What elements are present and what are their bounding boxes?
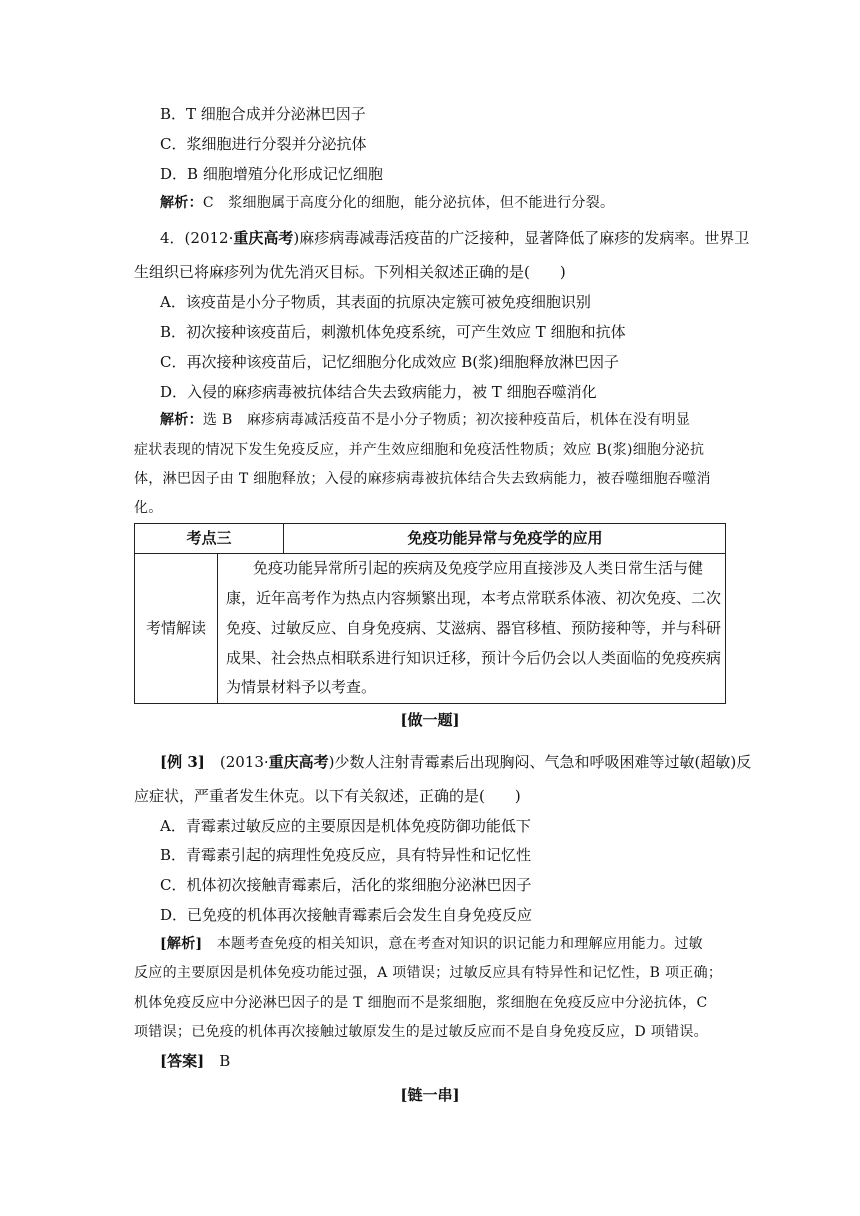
table-body-divider: [217, 553, 218, 704]
exam-point-table: [134, 523, 726, 704]
q4-analysis-line2: 症状表现的情况下发生免疫反应，并产生效应细胞和免疫活性物质；效应 B(浆)细胞分泌抗: [134, 442, 705, 458]
example3-analysis-label: [解析]: [160, 936, 203, 952]
example3-analysis-line2: 反应的主要原因是机体免疫功能过强，A 项错误；过敏反应具有特异性和记忆性，B 项正确；: [134, 965, 723, 981]
q4-analysis-text1: 选 B 麻疹病毒减活疫苗不是小分子物质；初次接种疫苗后，机体在没有明显: [202, 412, 691, 428]
section-heading-chain: [链一串]: [400, 1086, 460, 1104]
example3-answer-value: B: [204, 1052, 231, 1070]
example3-analysis-text1: 本题考查免疫的相关知识，意在考查对知识的识记能力和理解应用能力。过敏: [202, 936, 703, 952]
q4-option-a: A．该疫苗是小分子物质，其表面的抗原决定簇可被免疫细胞识别: [160, 293, 591, 311]
table-row-line3: 免疫、过敏反应、自身免疫病、艾滋病、器官移植、预防接种等，并与科研: [226, 619, 722, 637]
q4-stem-line1: [160, 228, 749, 248]
example3-analysis-line1: [160, 934, 703, 954]
example3-analysis-line3: 机体免疫反应中分泌淋巴因子的是 T 细胞而不是浆细胞，浆细胞在免疫反应中分泌抗体，C: [134, 995, 708, 1011]
table-row-line1: 免疫功能异常所引起的疾病及免疫学应用直接涉及人类日常生活与健: [253, 559, 704, 577]
table-header-left: 考点三: [186, 529, 232, 547]
example3-source: 重庆高考: [268, 753, 329, 771]
q4-option-b: B．初次接种该疫苗后，刺激机体免疫系统，可产生效应 T 细胞和抗体: [160, 323, 626, 341]
q4-analysis-label: 解析：: [160, 412, 203, 428]
q4-number: 4．(2012·: [160, 229, 234, 247]
example3-stem-line2: 应症状，严重者发生休克。以下有关叙述，正确的是( ): [134, 787, 521, 805]
q4-option-d: D．入侵的麻疹病毒被抗体结合失去致病能力，被 T 细胞吞噬消化: [160, 383, 597, 401]
q3-analysis-text: C 浆细胞属于高度分化的细胞，能分泌抗体，但不能进行分裂。: [202, 195, 615, 211]
q4-stem-text: )麻疹病毒减毒活疫苗的广泛接种，显著降低了麻疹的发病率。世界卫: [293, 229, 750, 247]
example3-stem-line1: [160, 752, 751, 772]
example3-option-b: B．青霉素引起的病理性免疫反应，具有特异性和记忆性: [160, 846, 532, 864]
table-header-right: 免疫功能异常与免疫学的应用: [407, 529, 603, 547]
table-row-line5: 为情景材料予以考查。: [226, 678, 377, 696]
table-row-line2: 康，近年高考作为热点内容频繁出现，本考点常联系体液、初次免疫、二次: [226, 589, 722, 607]
example3-year: (2013·: [204, 753, 269, 771]
example3-option-a: A．青霉素过敏反应的主要原因是机体免疫防御功能低下: [160, 817, 531, 835]
q4-analysis-line1: [160, 410, 690, 430]
q3-option-c: C．浆细胞进行分裂并分泌抗体: [160, 135, 367, 153]
q3-analysis: [160, 193, 614, 213]
q4-analysis-line4: 化。: [134, 500, 163, 516]
q4-analysis-line3: 体，淋巴因子由 T 细胞释放；入侵的麻疹病毒被抗体结合失去致病能力，被吞噬细胞吞噬消: [134, 471, 711, 487]
q3-option-d: D．B 细胞增殖分化形成记忆细胞: [160, 165, 383, 183]
q4-option-c: C．再次接种该疫苗后，记忆细胞分化成效应 B(浆)细胞释放淋巴因子: [160, 353, 619, 371]
example3-answer-label: [答案]: [160, 1052, 205, 1070]
q3-option-b: B．T 细胞合成并分泌淋巴因子: [160, 105, 366, 123]
example3-label: [例 3]: [160, 753, 205, 771]
example3-answer: [160, 1051, 230, 1071]
example3-option-c: C．机体初次接触青霉素后，活化的浆细胞分泌淋巴因子: [160, 876, 532, 894]
example3-option-d: D．已免疫的机体再次接触青霉素后会发生自身免疫反应: [160, 906, 533, 924]
table-row-label: 考情解读: [145, 619, 206, 637]
q3-analysis-label: 解析：: [160, 195, 203, 211]
table-row-line4: 成果、社会热点相联系进行知识迁移，预计今后仍会以人类面临的免疫疾病: [226, 649, 722, 667]
q4-source: 重庆高考: [233, 229, 294, 247]
q4-stem-line2: 生组织已将麻疹列为优先消灭目标。下列相关叙述正确的是( ): [134, 263, 566, 281]
example3-stem-text: )少数人注射青霉素后出现胸闷、气急和呼吸困难等过敏(超敏)反: [328, 753, 752, 771]
section-heading-do-one: [做一题]: [400, 711, 460, 729]
example3-analysis-line4: 项错误；已免疫的机体再次接触过敏原发生的是过敏反应而不是自身免疫反应，D 项错误。: [134, 1024, 708, 1040]
